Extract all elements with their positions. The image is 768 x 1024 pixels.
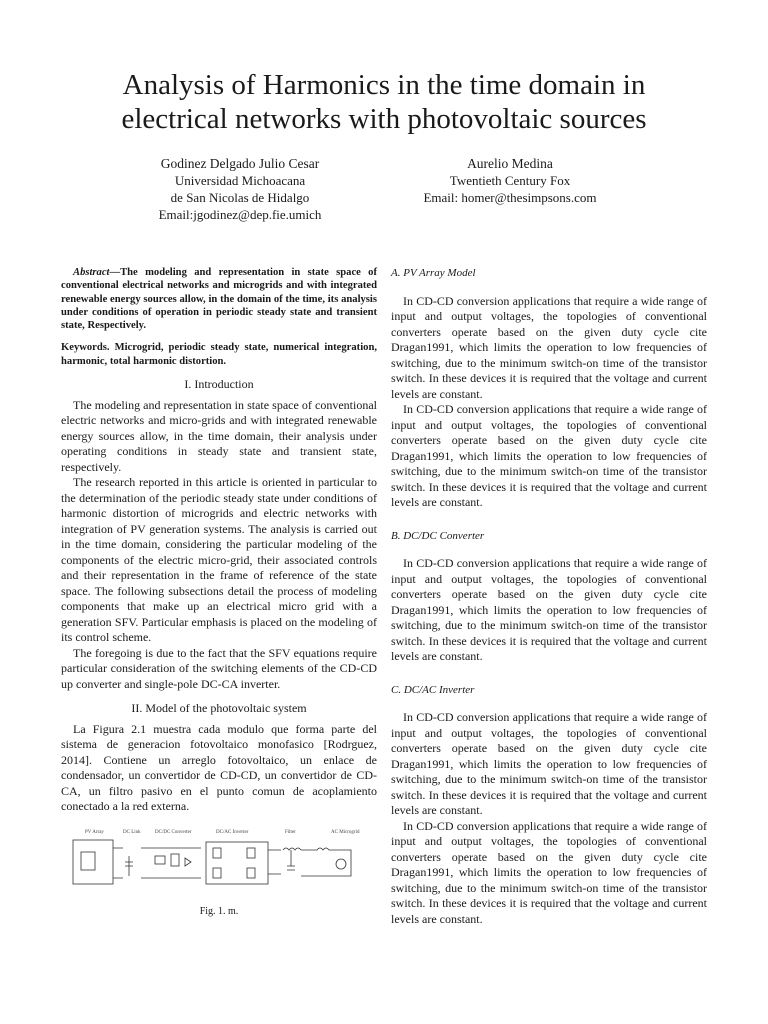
diode — [185, 858, 191, 866]
paragraph: In CD-CD conversion applications that require a wide range of input and output voltages, the topologies of conventional converters operate based on the given duty cycle cite Dragan1991, which limits the operation to low frequencies of switching, due to the minimum switch-on time of the transistor switch. In these devices it is required that the voltage and current levels are constant. — [391, 402, 707, 509]
figure-label: DC/AC Inverter — [216, 829, 249, 835]
switch — [213, 848, 221, 858]
switch — [247, 868, 255, 878]
figure-label: DC Link — [123, 829, 141, 835]
circuit-diagram — [61, 828, 367, 896]
wire — [268, 850, 281, 874]
paragraph: In CD-CD conversion applications that require a wide range of input and output voltages, the topologies of conventional converters operate based on the given duty cycle cite Dragan1991, which limits the operation to low frequencies of switching, due to the minimum switch-on time of the transistor switch. In these devices it is required that the voltage and current levels are constant. — [391, 818, 707, 926]
pv-cell — [81, 852, 95, 870]
right-column — [391, 266, 707, 927]
left-column — [61, 266, 377, 919]
grid-line — [301, 848, 351, 876]
section-heading: I. Introduction — [184, 377, 254, 392]
ac-source — [336, 859, 346, 869]
dc-link-capacitor — [125, 856, 133, 876]
inductor — [155, 856, 165, 864]
paragraph: The foregoing is due to the fact that the SFV equations require particular consideration of the switching elements of the CD-CD up converter and single-pole DC-CA inverter. — [61, 645, 377, 691]
author-block-1 — [130, 155, 350, 223]
filter-lc — [283, 848, 301, 870]
subsection-heading: B. DC/DC Converter — [391, 529, 485, 542]
subsection-heading: C. DC/AC Inverter — [391, 683, 475, 696]
abstract-lead: Abstract — [73, 267, 110, 278]
paper-title — [60, 68, 708, 136]
abstract — [61, 266, 377, 332]
author-affiliation: Universidad Michoacana — [174, 173, 306, 188]
author-email: Email:jgodinez@dep.fie.umich — [158, 207, 322, 222]
paragraph: In CD-CD conversion applications that require a wide range of input and output voltages, the topologies of conventional converters operate based on the given duty cycle cite Dragan1991, which limits the operation to low frequencies of switching, due to the minimum switch-on time of the transistor switch. In these devices it is required that the voltage and current levels are constant. — [391, 710, 707, 817]
pv-array-box — [73, 840, 113, 884]
author-email: Email: homer@thesimpsons.com — [423, 190, 597, 205]
paragraph: La Figura 2.1 muestra cada modulo que forma parte del sistema de generacion fotovoltaico monofasico [Rodrguez, 2014]. Contiene un arreglo fotovoltaico, un enlace de condensador, un convertidor de CD-CD, un convertidor de CD-CA, un filtro pasivo en el punto comun de acoplamiento conectado a la red externa. — [61, 721, 377, 814]
figure-caption: Fig. 1. m. — [199, 905, 239, 917]
author-block-2 — [400, 155, 620, 206]
title-line-2: electrical networks with photovoltaic sources — [121, 103, 647, 135]
wire — [113, 848, 123, 878]
author-affiliation: de San Nicolas de Hidalgo — [170, 190, 310, 205]
transistor — [171, 854, 179, 866]
title-line-1: Analysis of Harmonics in the time domain in — [122, 69, 646, 101]
author-affiliation: Twentieth Century Fox — [449, 173, 571, 188]
figure-label: PV Array — [85, 829, 104, 835]
paragraph: In CD-CD conversion applications that require a wide range of input and output voltages, the topologies of conventional converters operate based on the given duty cycle cite Dragan1991, which limits the operation to low frequencies of switching, due to the minimum switch-on time of the transistor switch. In these devices it is required that the voltage and current levels are constant. — [391, 556, 707, 663]
abstract-text: —The modeling and representation in state space of conventional electrical networks and microgrids and with integrated renewable energy sources allow, in the domain of the time, its analysis under conditions of operation in periodic steady state and transient state, Respectively. — [61, 267, 377, 332]
author-name: Aurelio Medina — [467, 156, 553, 171]
paragraph: The research reported in this article is oriented in particular to the determination of the periodic steady state under conditions of harmonic distortion of microgrids and electric networks with integration of PV generation systems. The analysis is carried out in the time domain, considering the particular modeling of the components of the electric micro-grid, their associated controls and their representation in the frame of reference of the state space. The following subsections detail the process of modeling components that make up an electrical micro grid with a generation SFV. Particular emphasis is placed on the modeling of its control scheme. — [61, 475, 377, 645]
switch — [247, 848, 255, 858]
section-heading: II. Model of the photovoltaic system — [131, 701, 307, 716]
paragraph: In CD-CD conversion applications that require a wide range of input and output voltages, the topologies of conventional converters operate based on the given duty cycle cite Dragan1991, which limits the operation to low frequencies of switching, due to the minimum switch-on time of the transistor switch. In these devices it is required that the voltage and current levels are constant. — [391, 293, 707, 401]
figure-1 — [61, 828, 377, 896]
switch — [213, 868, 221, 878]
keywords: Keywords. Microgrid, periodic steady state, numerical integration, harmonic, total harmonic distortion. — [61, 342, 377, 367]
subsection-heading: A. PV Array Model — [391, 267, 476, 279]
figure-label: AC Microgrid — [331, 829, 360, 835]
figure-label: DC/DC Converter — [155, 829, 192, 835]
author-name: Godinez Delgado Julio Cesar — [160, 156, 320, 171]
figure-label: Filter — [285, 829, 296, 835]
paragraph: The modeling and representation in state space of conventional electric networks and micro-grids and with integrated renewable energy sources allow, in the time domain, their analysis under operating conditions in steady state and transient state, respectively. — [61, 397, 377, 474]
